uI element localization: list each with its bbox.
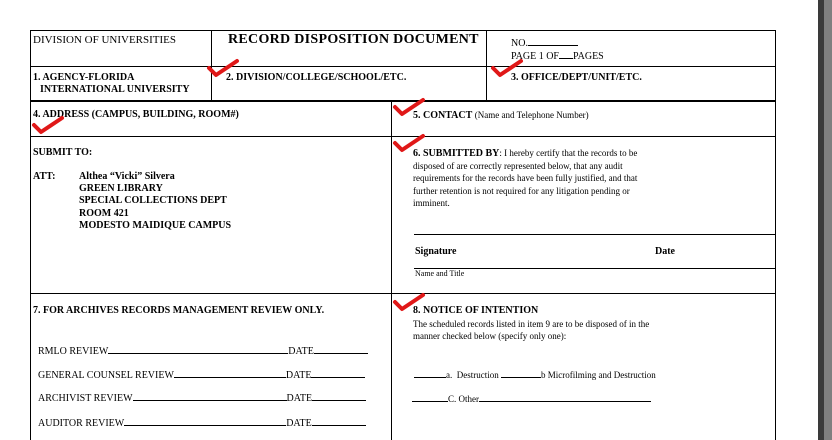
option-c-other-field[interactable]: [479, 391, 651, 402]
att-label: ATT:: [33, 171, 56, 182]
att-library: GREEN LIBRARY: [79, 183, 163, 194]
checkmark-icon: [392, 133, 426, 153]
name-title-line[interactable]: [414, 268, 775, 269]
att-department: SPECIAL COLLECTIONS DEPT: [79, 195, 227, 206]
att-room: ROOM 421: [79, 208, 129, 219]
option-row-c: C. Other: [412, 391, 651, 405]
agency-label-line2: INTERNATIONAL UNIVERSITY: [40, 84, 190, 95]
notice-line1: The scheduled records listed in item 9 are to be disposed of in the: [413, 319, 650, 329]
contact-label: 5. CONTACT (Name and Telephone Number): [413, 110, 589, 121]
general-counsel-review-row: GENERAL COUNSEL REVIEW DATE: [38, 367, 365, 382]
pages-label: PAGES: [572, 51, 604, 62]
division-heading: DIVISION OF UNIVERSITIES: [33, 34, 176, 46]
checkmark-icon: [490, 58, 524, 78]
auditor-review-field[interactable]: [124, 415, 286, 426]
auditor-review-row: AUDITOR REVIEW DATE: [38, 415, 366, 430]
checkmark-icon: [392, 292, 426, 312]
rmlo-review-row: RMLO REVIEW DATE: [38, 343, 368, 358]
notice-line2: manner checked below (specify only one):: [413, 331, 567, 341]
page-edge-shadow: [818, 0, 824, 440]
no-label: NO.: [511, 38, 528, 49]
name-title-label: Name and Title: [415, 269, 465, 278]
total-pages-field[interactable]: [559, 48, 573, 59]
archivist-date-field[interactable]: [312, 390, 366, 401]
date-label: Date: [655, 246, 675, 257]
general-counsel-review-field[interactable]: [174, 367, 286, 378]
option-b-field[interactable]: [501, 367, 541, 378]
att-name: Althea “Vicki” Silvera: [79, 171, 175, 182]
option-c-field[interactable]: [412, 391, 448, 402]
submitted-by-text: 6. SUBMITTED BY: I hereby certify that the records to be disposed of are correctly represented below, that any audit requirements for the records have been fully justified, and that further retention is not required for any litigation pending or imminent.: [413, 148, 638, 208]
option-a-field[interactable]: [414, 367, 446, 378]
option-row-ab: a. Destruction b Microfilming and Destruction: [414, 367, 656, 381]
archivist-review-row: ARCHIVIST REVIEW DATE: [38, 390, 366, 405]
division-college-label: 2. DIVISION/COLLEGE/SCHOOL/ETC.: [226, 72, 407, 83]
agency-label: 1. AGENCY-FLORIDA: [33, 72, 135, 83]
signature-line[interactable]: [414, 234, 775, 235]
archivist-review-field[interactable]: [133, 390, 287, 401]
document-title: RECORD DISPOSITION DOCUMENT: [228, 32, 479, 47]
submit-to-label: SUBMIT TO:: [33, 147, 93, 158]
page-label: PAGE 1 OF: [511, 51, 559, 62]
address-label: 4. ADDRESS (CAMPUS, BUILDING, ROOM#): [33, 109, 239, 120]
rmlo-review-field[interactable]: [108, 343, 288, 354]
signature-label: Signature: [415, 246, 457, 257]
record-disposition-form: [30, 30, 775, 440]
no-field[interactable]: [528, 35, 578, 46]
general-counsel-date-field[interactable]: [311, 367, 365, 378]
rmlo-date-field[interactable]: [314, 343, 368, 354]
checkmark-icon: [31, 115, 65, 135]
checkmark-icon: [392, 97, 426, 117]
review-header: 7. FOR ARCHIVES RECORDS MANAGEMENT REVIEW ONLY.: [33, 305, 325, 316]
att-campus: MODESTO MAIDIQUE CAMPUS: [79, 220, 232, 231]
page-count: [511, 48, 604, 63]
checkmark-icon: [206, 58, 240, 78]
office-label: 3. OFFICE/DEPT/UNIT/ETC.: [511, 72, 642, 83]
notice-label: 8. NOTICE OF INTENTION: [413, 305, 539, 316]
auditor-date-field[interactable]: [312, 415, 366, 426]
